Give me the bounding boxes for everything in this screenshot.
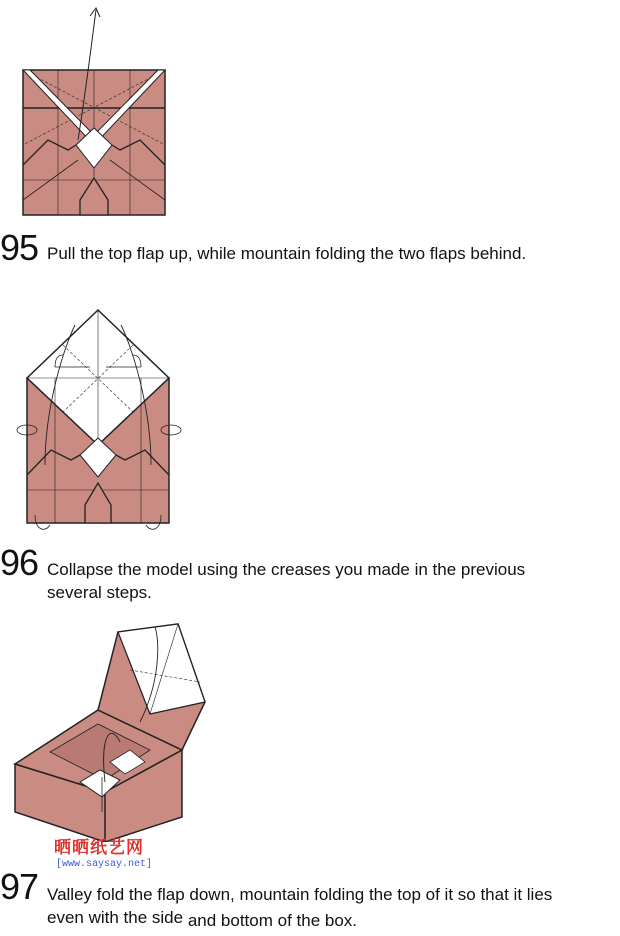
step-96-number: 96 [0, 542, 39, 583]
step-97-text-line1: Valley fold the flap down, mountain folding the top of it so that it lies [47, 885, 553, 904]
step-95-text: Pull the top flap up, while mountain folding the two flaps behind. [47, 244, 527, 263]
watermark-logo: 晒晒纸艺网 [54, 838, 144, 858]
step-97-diagram [10, 622, 215, 842]
step-97-text-line2b: and bottom of the box. [187, 911, 357, 930]
step-97-text-line2 [47, 906, 357, 929]
step-95-diagram [18, 0, 178, 222]
watermark [54, 838, 164, 876]
step-96-diagram [15, 305, 185, 535]
watermark-url: [www.saysay.net] [56, 859, 153, 870]
step-97-number: 97 [0, 866, 39, 907]
step-95-number: 95 [0, 227, 39, 268]
step-96-text-line1: Collapse the model using the creases you made in the previous [47, 560, 526, 579]
step-97-text-line2a: even with the side [47, 908, 184, 927]
step-96-text-line2: several steps. [47, 583, 152, 602]
